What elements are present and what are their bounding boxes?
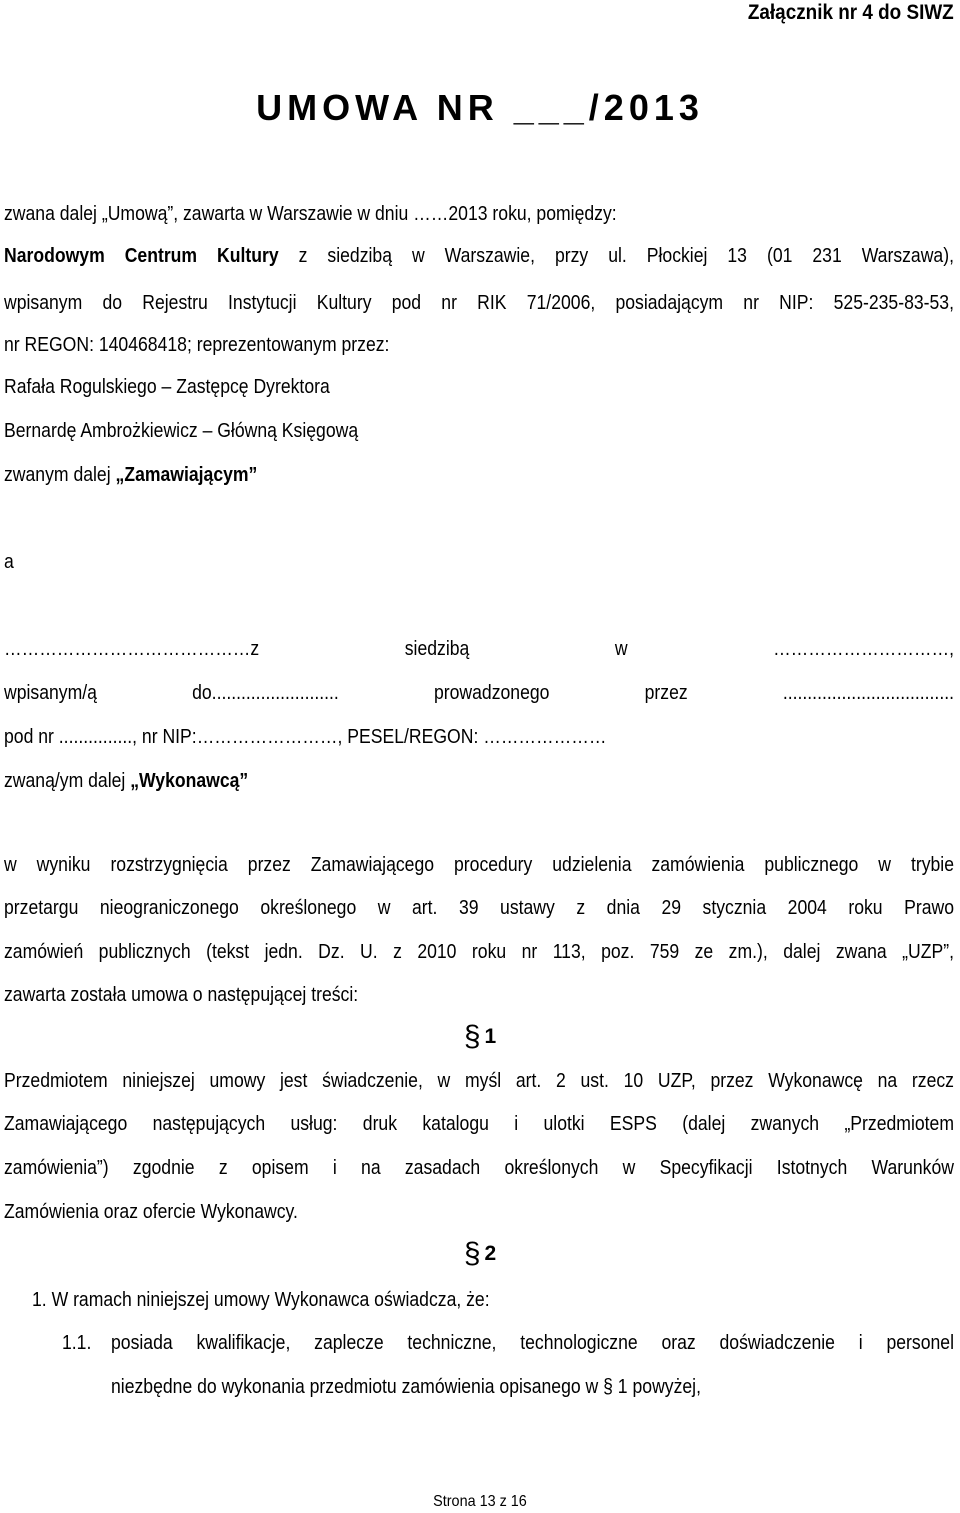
section-2-item-1-1-number: 1.1. xyxy=(62,1332,92,1354)
page-number: Strona 13 z 16 xyxy=(433,1493,527,1510)
ordering-party-name: Narodowym Centrum Kultury xyxy=(4,245,279,267)
paragraph-sign: § xyxy=(463,1020,481,1053)
section-2-number: 2 xyxy=(484,1242,497,1265)
basis-line-2: przetargu nieograniczonego określonego w art. 39 ustawy z dnia 29 stycznia 2004 roku Prawo xyxy=(4,897,954,919)
ordering-party-alias-bold: „Zamawiającym” xyxy=(115,464,258,486)
preamble-line-3: wpisanym do Rejestru Instytucji Kultury pod nr RIK 71/2006, posiadającym nr NIP: 525-235-83-53, xyxy=(4,292,954,314)
and-conjunction: a xyxy=(4,551,14,573)
section-1-line-4: Zamówienia oraz ofercie Wykonawcy. xyxy=(4,1201,298,1223)
section-1-heading xyxy=(0,1020,960,1053)
contractor-line-3: pod nr ..............., nr NIP:……………………, PESEL/REGON: ………………… xyxy=(4,726,607,748)
basis-line-3: zamówień publicznych (tekst jedn. Dz. U. z 2010 roku nr 113, poz. 759 ze zm.), dalej zwana „UZP”, xyxy=(4,941,954,963)
ordering-party-address: z siedzibą w Warszawie, przy ul. Płockiej 13 (01 231 Warszawa), xyxy=(278,245,954,267)
preamble-line-2 xyxy=(4,243,954,269)
contract-title: UMOWA NR ___/2013 xyxy=(256,87,704,128)
contractor-line-1: ……………………………………z siedzibą w …………………………, xyxy=(4,638,954,660)
section-2-item-1: 1. W ramach niniejszej umowy Wykonawca oświadcza, że: xyxy=(32,1289,490,1311)
section-1-line-3: zamówienia”) zgodnie z opisem i na zasadach określonych w Specyfikacji Istotnych Warunków xyxy=(4,1157,954,1179)
section-2-item-1-1-line-2: niezbędne do wykonania przedmiotu zamówienia opisanego w § 1 powyżej, xyxy=(111,1376,701,1398)
section-2-item-1-1-line-1: posiada kwalifikacje, zaplecze techniczne, technologiczne oraz doświadczenie i personel xyxy=(111,1332,954,1354)
basis-line-1: w wyniku rozstrzygnięcia przez Zamawiającego procedury udzielenia zamówienia publicznego w trybie xyxy=(4,854,954,876)
preamble-line-4: nr REGON: 140468418; reprezentowanym przez: xyxy=(4,334,390,356)
section-1-line-1: Przedmiotem niniejszej umowy jest świadczenie, w myśl art. 2 ust. 10 UZP, przez Wykonawcę na rzecz xyxy=(4,1070,954,1092)
contractor-line-2: wpisanym/ą do.......................... prowadzonego przez ................................... xyxy=(4,682,954,704)
representative-1: Rafała Rogulskiego – Zastępcę Dyrektora xyxy=(4,376,330,398)
contractor-alias-bold: „Wykonawcą” xyxy=(130,770,249,792)
section-2-heading xyxy=(0,1237,960,1270)
paragraph-sign: § xyxy=(463,1237,481,1270)
section-1-line-2: Zamawiającego następujących usług: druk katalogu i ulotki ESPS (dalej zwanych „Przedmiotem xyxy=(4,1113,954,1135)
section-1-number: 1 xyxy=(484,1025,497,1048)
annex-label: Załącznik nr 4 do SIWZ xyxy=(748,1,954,24)
preamble-line-1: zwana dalej „Umową”, zawarta w Warszawie w dniu ……2013 roku, pomiędzy: xyxy=(4,203,617,225)
basis-line-4: zawarta została umowa o następującej treści: xyxy=(4,984,359,1006)
representative-2: Bernardę Ambrożkiewicz – Główną Księgową xyxy=(4,420,359,442)
ordering-party-alias: zwanym dalej „Zamawiającym” xyxy=(4,464,258,486)
contractor-alias: zwaną/ym dalej „Wykonawcą” xyxy=(4,770,249,792)
